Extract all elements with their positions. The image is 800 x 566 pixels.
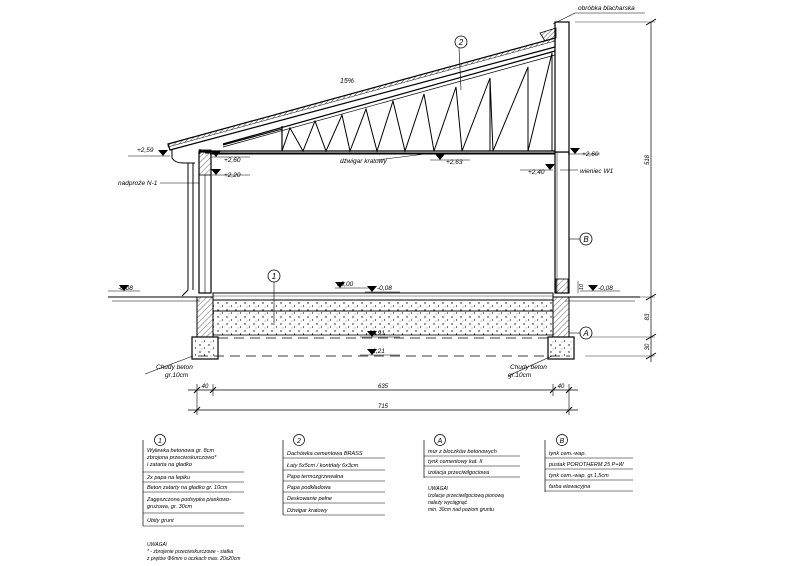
legend-a-note-3: min. 30cm nad poziom gruntu [428, 507, 494, 513]
roof [168, 13, 645, 154]
floor-slab [198, 293, 570, 356]
legend-b-row3: tynk cem.-wap. gr.1,5cm [549, 473, 609, 479]
legend-two-number: 2 [297, 438, 301, 445]
legend-one-row1-a: Wylewka betonowa gr. 8cm [147, 448, 215, 454]
legend-one-row4-a: Zagęszczona podsypka piaskowo- [147, 497, 232, 503]
legend-one-row3: Beton zatarty na gładko gr. 10cm [147, 485, 228, 491]
legend-a-note-2: należy wyciągnąć [428, 500, 468, 506]
label-footing-left-1: Chudy beton [156, 364, 193, 371]
level-floor-zero: ±0,00 [337, 281, 354, 288]
level-arrow-ground-right [588, 285, 598, 291]
legend-two-row4: Papa podkładowa [287, 485, 331, 491]
legend-a-row1: mur z bloczków betonowych [428, 449, 497, 455]
level-top-right: +2,60 [582, 151, 599, 158]
label-footing-right-1: Chudy beton [510, 364, 547, 371]
dim-found-depth: 83 [645, 313, 651, 321]
level-found-bottom: -1,21 [370, 348, 385, 355]
label-ring-beam: wieniec W1 [580, 168, 614, 175]
dim-wall-left: 40 [201, 384, 209, 390]
level-arrow-ring [545, 164, 555, 170]
legend-one-row1-c: i zatarta na gładko [147, 462, 192, 468]
level-arrow-girder [435, 154, 445, 160]
legend-two-row2: Łaty 5x5cm / kontrłaty 6x3cm [287, 463, 359, 469]
legend-b-row4: farba elewacyjna [549, 484, 591, 490]
truss [210, 51, 555, 154]
legend-floor [143, 435, 244, 527]
level-arrow-lintel [211, 169, 221, 175]
legend-one-number: 1 [158, 438, 162, 445]
legend-a-row3: izolacja przeciwilgociowa [428, 470, 490, 476]
level-ground-right: -0,08 [598, 285, 613, 292]
level-arrow-top-right [570, 148, 580, 154]
legend-a-note-1: Izolacje przeciwilgociową pionową [428, 493, 504, 499]
level-lintel-left: +2,20 [224, 172, 241, 179]
legend-one-row1-b: zbrojona przeciwskurczowo* [147, 455, 217, 461]
dim-small: 10 [579, 283, 585, 291]
footnote-line-2: z prętów Φ6mm o oczkach max. 20x20cm [147, 556, 241, 562]
legend-roof [283, 435, 385, 516]
dim-height: 518 [645, 154, 651, 166]
footnote-line-1: * - zbrojenie przeciwskurczowe - siatka [147, 549, 234, 555]
legend-two-row3: Papa termozgrzewalna [287, 474, 344, 480]
level-floor-inner: -0,08 [377, 285, 392, 292]
dim-footing-thk: 30 [645, 343, 651, 351]
legend-two-row1: Dachówka cementowa BRASS [287, 451, 363, 457]
legend-one-row4-b: grużowa, gr. 30cm [147, 504, 193, 510]
legend-b-row1: tynk cem.-wap. [549, 451, 586, 457]
level-arrow-eave [158, 150, 168, 156]
dimension-texts [202, 154, 651, 410]
legend-wall-b [545, 435, 633, 493]
dim-span: 635 [377, 384, 389, 390]
marker-a: A [583, 329, 589, 338]
dim-wall-right: 40 [557, 384, 565, 390]
legend-a-number: A [437, 438, 443, 445]
label-lintel: nadproże N-1 [118, 180, 158, 187]
legend-one-row2: 2x papa na lepiku [147, 475, 191, 481]
legend-wall-a [424, 435, 520, 514]
legend-two-row6: Dźwigar kratowy [287, 508, 328, 514]
label-slope: 15% [340, 78, 355, 85]
level-arrow-floor-inner [367, 286, 377, 292]
legend-one-row5: Ubity grunt [147, 518, 174, 524]
level-ground-left: -0,08 [118, 285, 133, 292]
label-footing-left-2: gr.10cm [165, 372, 189, 379]
level-ring-right: +2,40 [528, 169, 545, 176]
level-found-top: -0,91 [370, 330, 385, 337]
legend-two-row5: Deskowanie pełne [287, 496, 332, 502]
level-girder: +2,63 [446, 159, 463, 166]
legend-b-row2: pustak POROTHERM 25 P+W [549, 462, 624, 468]
marker-two: 2 [458, 38, 464, 47]
footnote [146, 542, 240, 562]
legend-b-number: B [559, 438, 565, 445]
legend-a-note-title: UWAGA! [428, 486, 449, 492]
marker-b: B [583, 235, 589, 244]
marker-one: 1 [271, 272, 277, 281]
dim-total: 715 [377, 404, 389, 410]
label-girder: dźwigar kratowy [340, 158, 387, 165]
label-obrobka: obróbka blacharska [578, 5, 635, 12]
footnote-title: UWAGA! [147, 542, 168, 548]
level-eave-left: +2,59 [137, 147, 154, 154]
level-top-left: +2,60 [224, 157, 241, 164]
label-footing-right-2: gr.10cm [508, 372, 532, 379]
legend-a-row2: tynk cementowy kat. II [428, 459, 483, 465]
downpipe [172, 150, 195, 296]
